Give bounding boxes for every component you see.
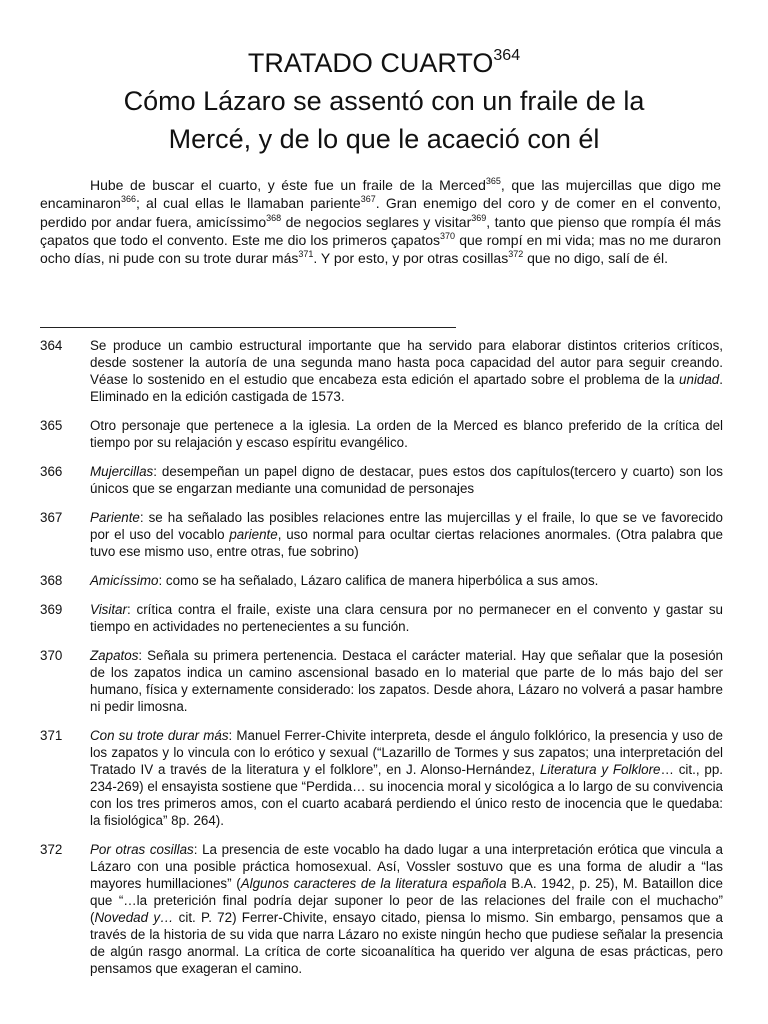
footnote-number: 365 (40, 418, 63, 433)
footnote-text: Se produce un cambio estructural importante que ha servido para elaborar distintos criterios críticos, desde sostener la autoría de una segunda mano hasta poca capacidad del autor para seguir creando. Véase lo sostenido en el estudio que encabeza esta edición el apartado sobre el problema de la unidad. Eliminado en la edición castigada de 1573. (90, 338, 723, 404)
footnote-ref[interactable]: 368 (266, 212, 282, 223)
footnotes (40, 337, 723, 977)
footnote-text: Mujercillas: desempeñan un papel digno de destacar, pues estos dos capítulos(tercero y cuarto) son los únicos que se engarzan mediante una comunidad de personajes (90, 464, 723, 496)
footnote-ref[interactable]: 366 (120, 194, 136, 205)
main-paragraph: Hube de buscar el cuarto, y éste fue un fraile de la Merced$^{365}$, que las mujercillas que digo me encaminaron$^{366}$; al cual ellas le llamaban pariente$^{367}$. Gran enemigo del coro y de comer en el convento, perdido por andar fuera, amicíssimo$^{368}$ de negocios seglares y visitar$^{369}$, tanto que pienso que rompía él más çapatos que todo el convento. Este me dio los primeros çapatos$^{370}$ que rompí en mi vida; mas no me duraron ocho días, ni pude con su trote durar más$^{371}$. Y por esto, y por otras cosillas$^{372}$ que no digo, salí de él. (40, 176, 721, 267)
title-line-1: TRATADO CUARTO$^{364}$ (247, 47, 521, 78)
footnote-text: Zapatos: Señala su primera pertenencia. Destaca el carácter material. Hay que señalar que la posesión de los zapatos indica un camino ascensional basado en lo material que parte de lo más bajo del ser humano, física y externamente considerado: los zapatos. Desde ahora, Lázaro no volverá a pasar hambre ni pedir limosna. (90, 648, 723, 714)
footnote-365 (40, 417, 723, 451)
footnote-text: Por otras cosillas: La presencia de este vocablo ha dado lugar a una interpretación erótica que vincula a Lázaro con una posible práctica homosexual. Así, Vossler sostuvo que es una forma de aludir a “las mayores humillaciones” (Algunos caracteres de la literatura española B.A. 1942, p. 25), M. Bataillon dice que “…la preterición final podría dejar suponer lo peor de las relaciones del fraile con el muchacho” (Novedad y… cit. P. 72) Ferrer-Chivite, ensayo citado, piensa lo mismo. Sin embargo, pensamos que a través de la historia de su vida que narra Lázaro no existe ningún hecho que pudiese señalar la presencia de algún rasgo anormal. La crítica de corte sicoanalítica ha querido ver alguna de esas prácticas, pero pensamos que exageran el camino. (90, 842, 723, 976)
footnote-number: 368 (40, 573, 63, 588)
footnote-ref[interactable]: 370 (440, 230, 456, 241)
footnote-371 (40, 727, 723, 829)
footnote-number: 366 (40, 464, 63, 479)
footnote-367 (40, 509, 723, 560)
footnote-366 (40, 463, 723, 497)
footnote-368 (40, 572, 723, 589)
footnote-text: Con su trote durar más: Manuel Ferrer-Chivite interpreta, desde el ángulo folklórico, la presencia y uso de los zapatos y lo vincula con lo erótico y sexual (“Lazarillo de Tormes y sus zapatos; una interpretación del Tratado IV a través de la literatura y el folklore”, en J. Alonso-Hernández, Literatura y Folklore… cit., pp. 234-269) el ensayista sostiene que “Perdida… su inocencia moral y sicológica a lo largo de su convivencia con los tres primeros amos, con el cuarto acabará perdiendo el único resto de inocencia que le quedaba: la fisiológica” 8p. 264). (90, 728, 723, 828)
footnote-number: 372 (40, 842, 63, 857)
footnote-ref[interactable]: 365 (485, 176, 501, 186)
footnote-370 (40, 647, 723, 715)
title-footnote-ref[interactable]: 364 (493, 47, 521, 64)
footnote-number: 369 (40, 602, 63, 617)
footnote-number: 364 (40, 338, 63, 353)
footnote-ref[interactable]: 372 (508, 249, 524, 260)
footnote-ref[interactable]: 367 (360, 194, 376, 205)
footnote-text: Pariente: se ha señalado las posibles relaciones entre las mujercillas y el fraile, lo que se ve favorecido por el uso del vocablo pariente, uso normal para ocultar ciertas relaciones anormales. (Otra palabra que tuvo ese mismo uso, entre otras, fue sobrino) (90, 510, 723, 559)
footnote-ref[interactable]: 371 (298, 249, 314, 260)
title-line-2: Cómo Lázaro se assentó con un fraile de la (123, 86, 645, 116)
footnote-text: Visitar: crítica contra el fraile, existe una clara censura por no permanecer en el convento y gastar su tiempo en actividades no pertenecientes a su función. (90, 602, 723, 634)
footnote-text: Amicíssimo: como se ha señalado, Lázaro califica de manera hiperbólica a sus amos. (90, 573, 599, 588)
footnote-number: 371 (40, 728, 63, 743)
footnote-369 (40, 601, 723, 635)
footnote-364 (40, 337, 723, 405)
footnote-separator (40, 327, 456, 328)
footnote-number: 370 (40, 648, 63, 663)
footnote-text: Otro personaje que pertenece a la iglesia. La orden de la Merced es blanco preferido de la crítica del tiempo por su relajación y escaso espíritu evangélico. (90, 418, 723, 450)
footnote-ref[interactable]: 369 (471, 212, 487, 223)
footnote-372 (40, 841, 723, 977)
title-line-3: Mercé, y de lo que le acaeció con él (168, 124, 600, 154)
footnote-number: 367 (40, 510, 63, 525)
chapter-title (40, 44, 728, 158)
